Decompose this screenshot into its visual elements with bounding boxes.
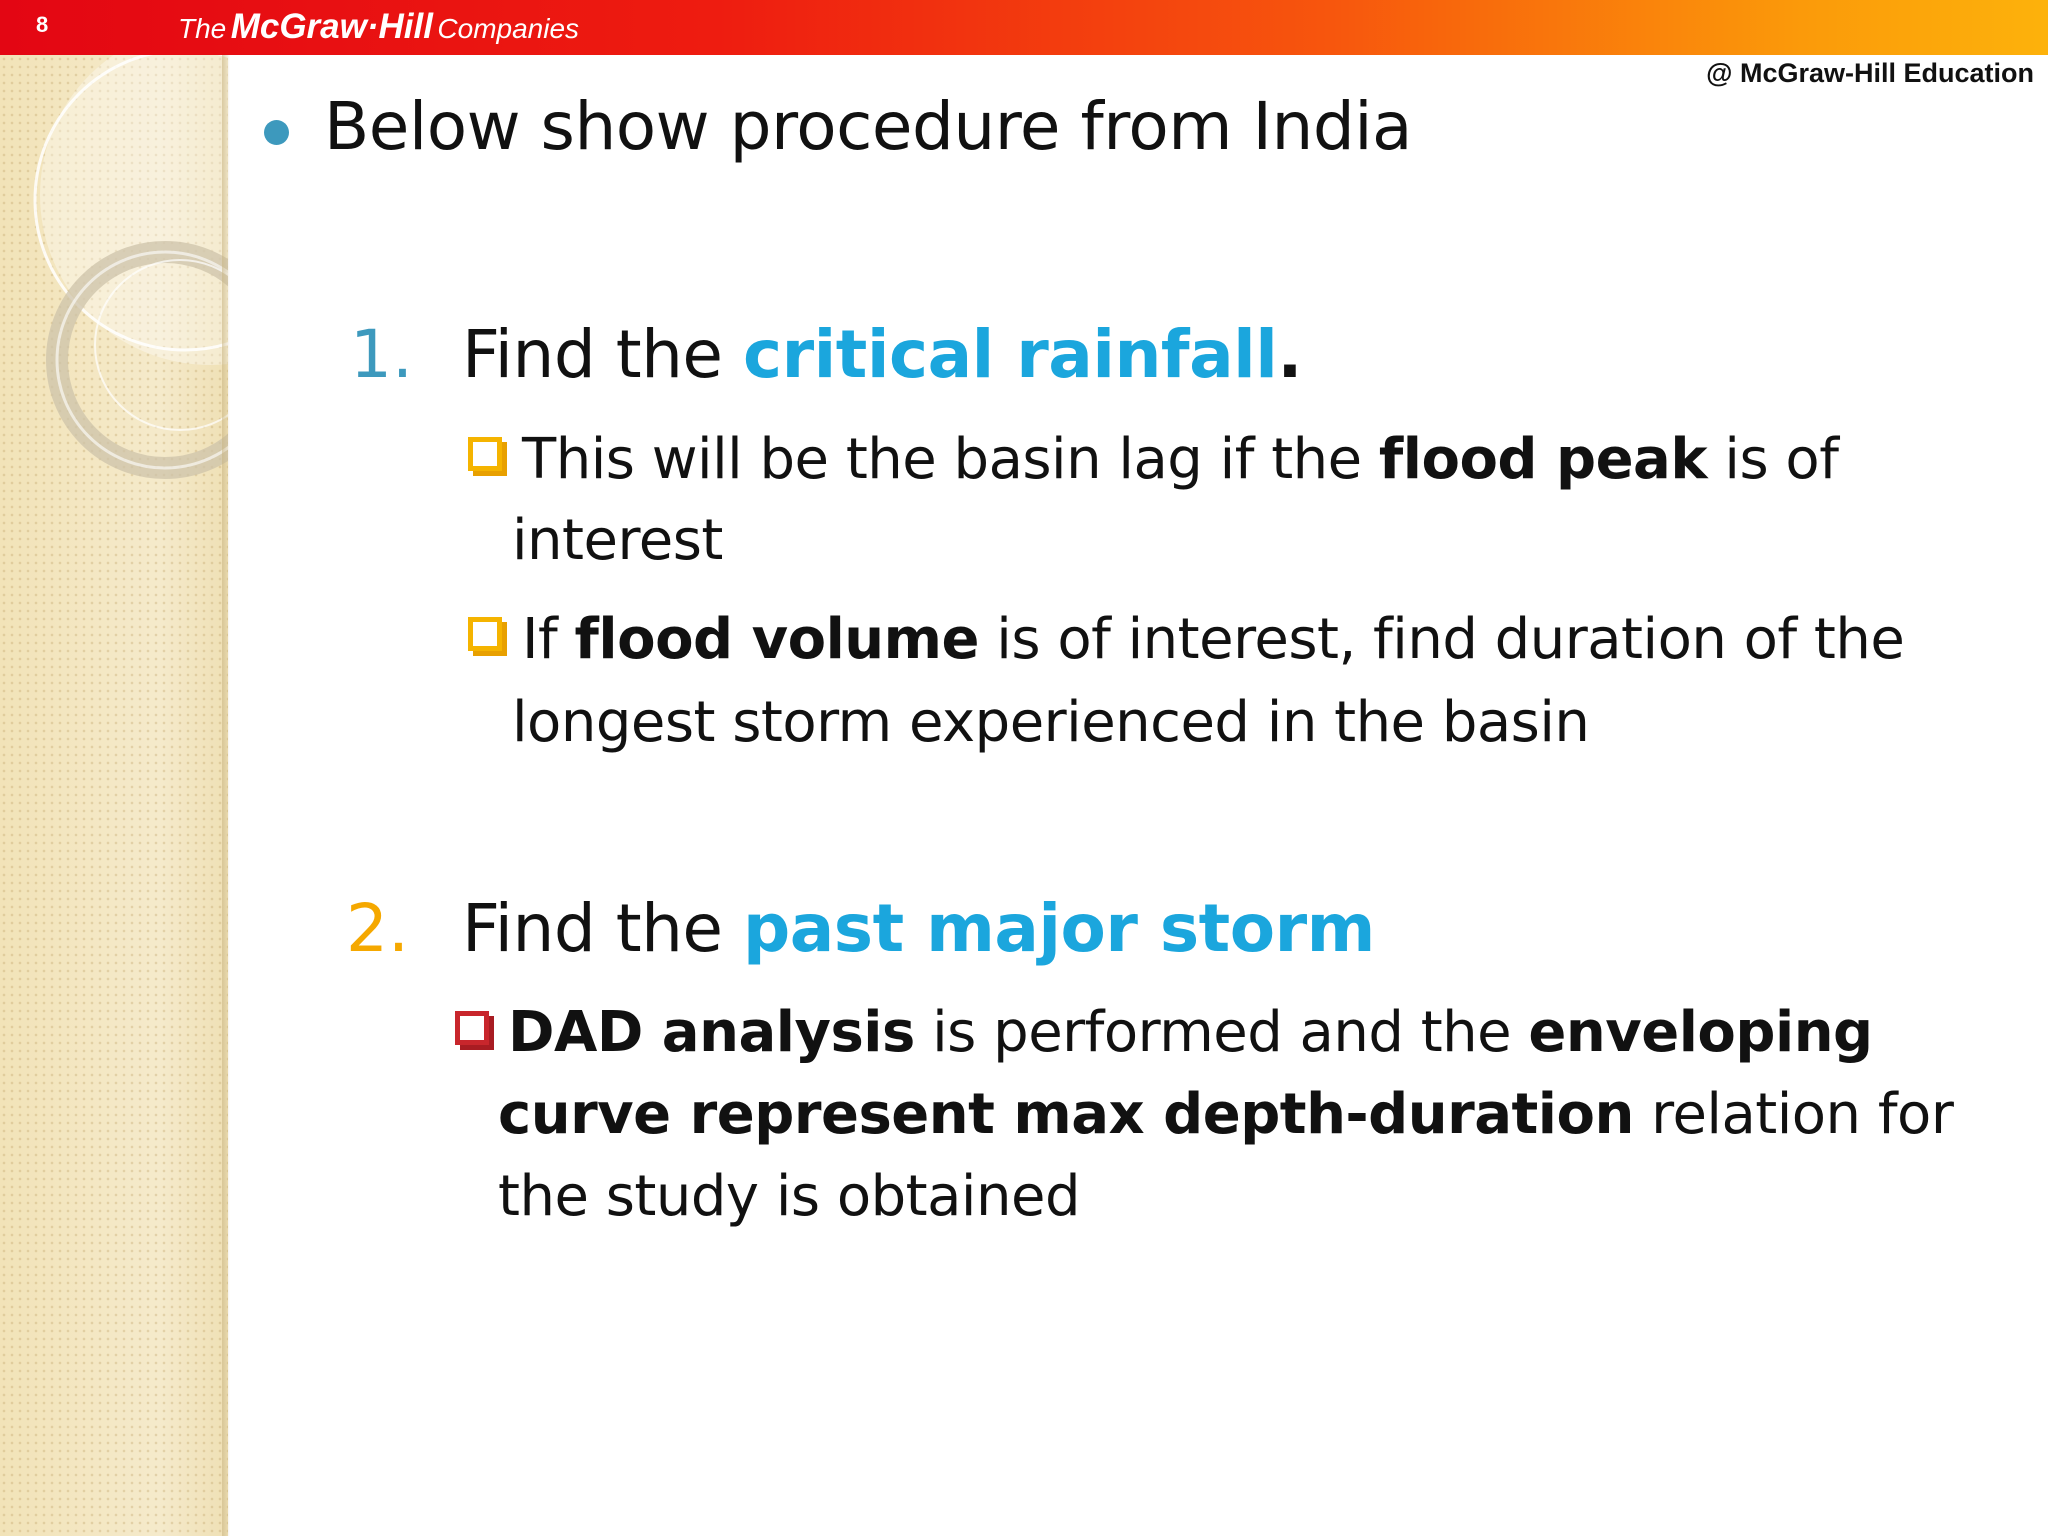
logo-suffix: Companies [437, 13, 580, 44]
subpoint-line: If flood volume is of interest, find duration of the [522, 607, 1905, 672]
copyright-credit: @ McGraw-Hill Education [1706, 58, 2034, 88]
decorative-rings-graphic [0, 55, 228, 535]
slide-number: 8 [36, 12, 49, 37]
subpoint-line: longest storm experienced in the basin [512, 690, 1590, 755]
item-number-2: 2. [346, 890, 409, 967]
subpoint-line: curve represent max depth-duration relation for [498, 1082, 1954, 1147]
item-title-2 [462, 890, 1375, 967]
item-title-lead: Find the [462, 890, 743, 967]
item-title-tail: . [1277, 316, 1302, 393]
publisher-logo [178, 7, 579, 47]
subpoint-line: DAD analysis is performed and the enveloping [508, 1000, 1873, 1065]
subpoint-line: the study is obtained [498, 1164, 1080, 1229]
item-title-1 [462, 316, 1302, 393]
decorative-side-panel [0, 55, 228, 1536]
bullet-dot-icon [264, 120, 289, 145]
slide-heading: Below show procedure from India [324, 88, 1413, 165]
checkbox-bullet-icon [468, 617, 502, 651]
item-title-highlight: past major storm [743, 890, 1375, 967]
logo-name: McGraw·Hill [230, 7, 433, 46]
subpoint-line: interest [512, 508, 723, 573]
title-banner [0, 0, 2048, 55]
checkbox-bullet-icon [455, 1011, 489, 1045]
item-number-1: 1. [350, 316, 413, 393]
item-title-highlight: critical rainfall [743, 316, 1278, 393]
logo-prefix: The [178, 13, 227, 44]
subpoint-line: This will be the basin lag if the flood peak is of [522, 427, 1839, 492]
checkbox-bullet-icon [468, 437, 502, 471]
item-title-lead: Find the [462, 316, 743, 393]
